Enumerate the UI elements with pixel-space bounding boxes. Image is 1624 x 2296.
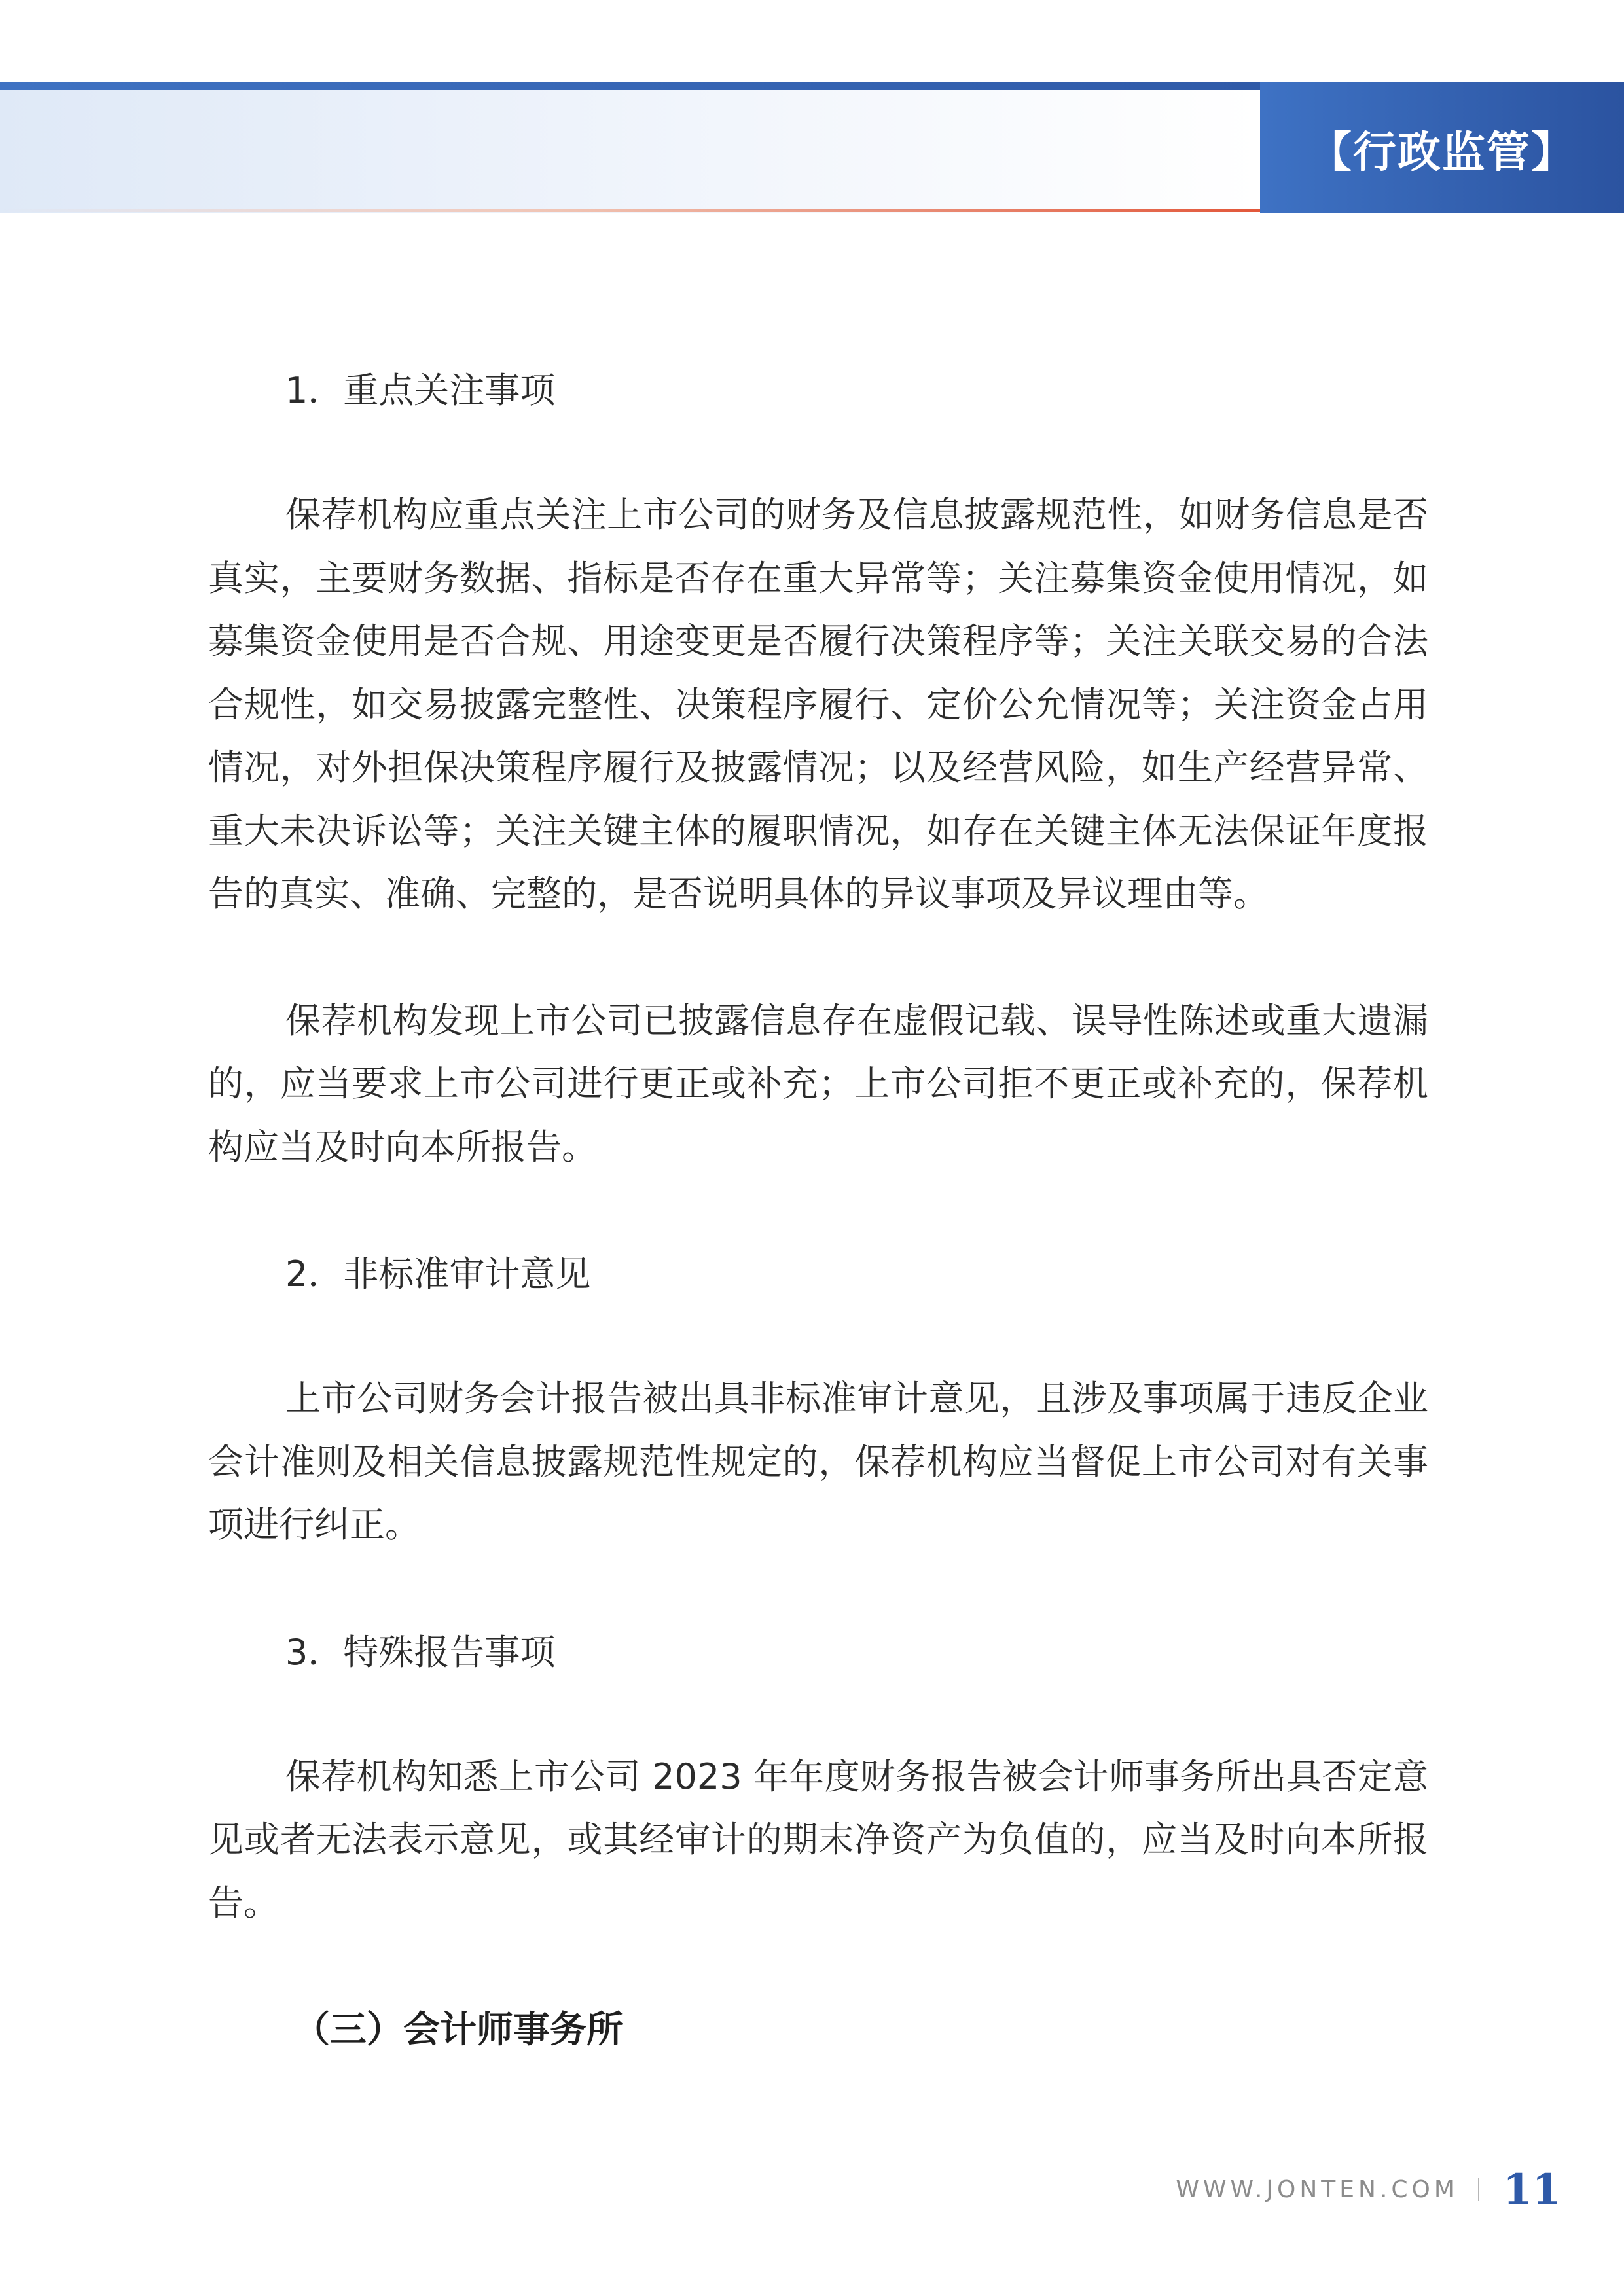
- page-footer: [1176, 2153, 1561, 2225]
- paragraph-special-report: 保荐机构知悉上市公司 2023 年年度财务报告被会计师事务所出具否定意见或者无法表示意见，或其经审计的期末净资产为负值的，应当及时向本所报告。: [208, 1755, 1428, 1924]
- footer-divider: [1478, 2178, 1479, 2201]
- paragraph-disclosure-correction: 保荐机构发现上市公司已披露信息存在虚假记载、误导性陈述或重大遗漏的，应当要求上市公司进行更正或补充；上市公司拒不更正或补充的，保荐机构应当及时向本所报告。: [208, 999, 1428, 1168]
- page-number: 11: [1502, 2164, 1561, 2214]
- heading-special-report: 3．特殊报告事项: [285, 1631, 556, 1673]
- page-content: [208, 359, 1428, 2062]
- footer-url: WWW.JONTEN.COM: [1176, 2176, 1458, 2203]
- header-band: [0, 90, 1260, 213]
- section-tab: [1260, 82, 1624, 213]
- heading-non-standard-audit: 2．非标准审计意见: [285, 1253, 591, 1295]
- paragraph-non-standard-audit: 上市公司财务会计报告被出具非标准审计意见，且涉及事项属于违反企业会计准则及相关信息披露规范性规定的，保荐机构应当督促上市公司对有关事项进行纠正。: [208, 1378, 1428, 1545]
- subsection-title-accounting-firm: （三）会计师事务所: [293, 2009, 623, 2051]
- header-divider: [0, 209, 1260, 212]
- heading-key-matters: 1．重点关注事项: [285, 370, 556, 411]
- header-top-bar: [0, 82, 1260, 90]
- section-label: 【行政监管】: [1308, 126, 1576, 177]
- paragraph-key-matters: 保荐机构应重点关注上市公司的财务及信息披露规范性，如财务信息是否真实，主要财务数据、指标是否存在重大异常等；关注募集资金使用情况，如募集资金使用是否合规、用途变更是否履行决策程序等；关注关联交易的合法合规性，如交易披露完整性、决策程序履行、定价公允情况等；关注资金占用情况，对外担保决策程序履行及披露情况；以及经营风险，如生产经营异常、重大未决诉讼等；关注关键主体的履职情况，如存在关键主体无法保证年度报告的真实、准确、完整的，是否说明具体的异议事项及异议理由等。: [208, 494, 1428, 914]
